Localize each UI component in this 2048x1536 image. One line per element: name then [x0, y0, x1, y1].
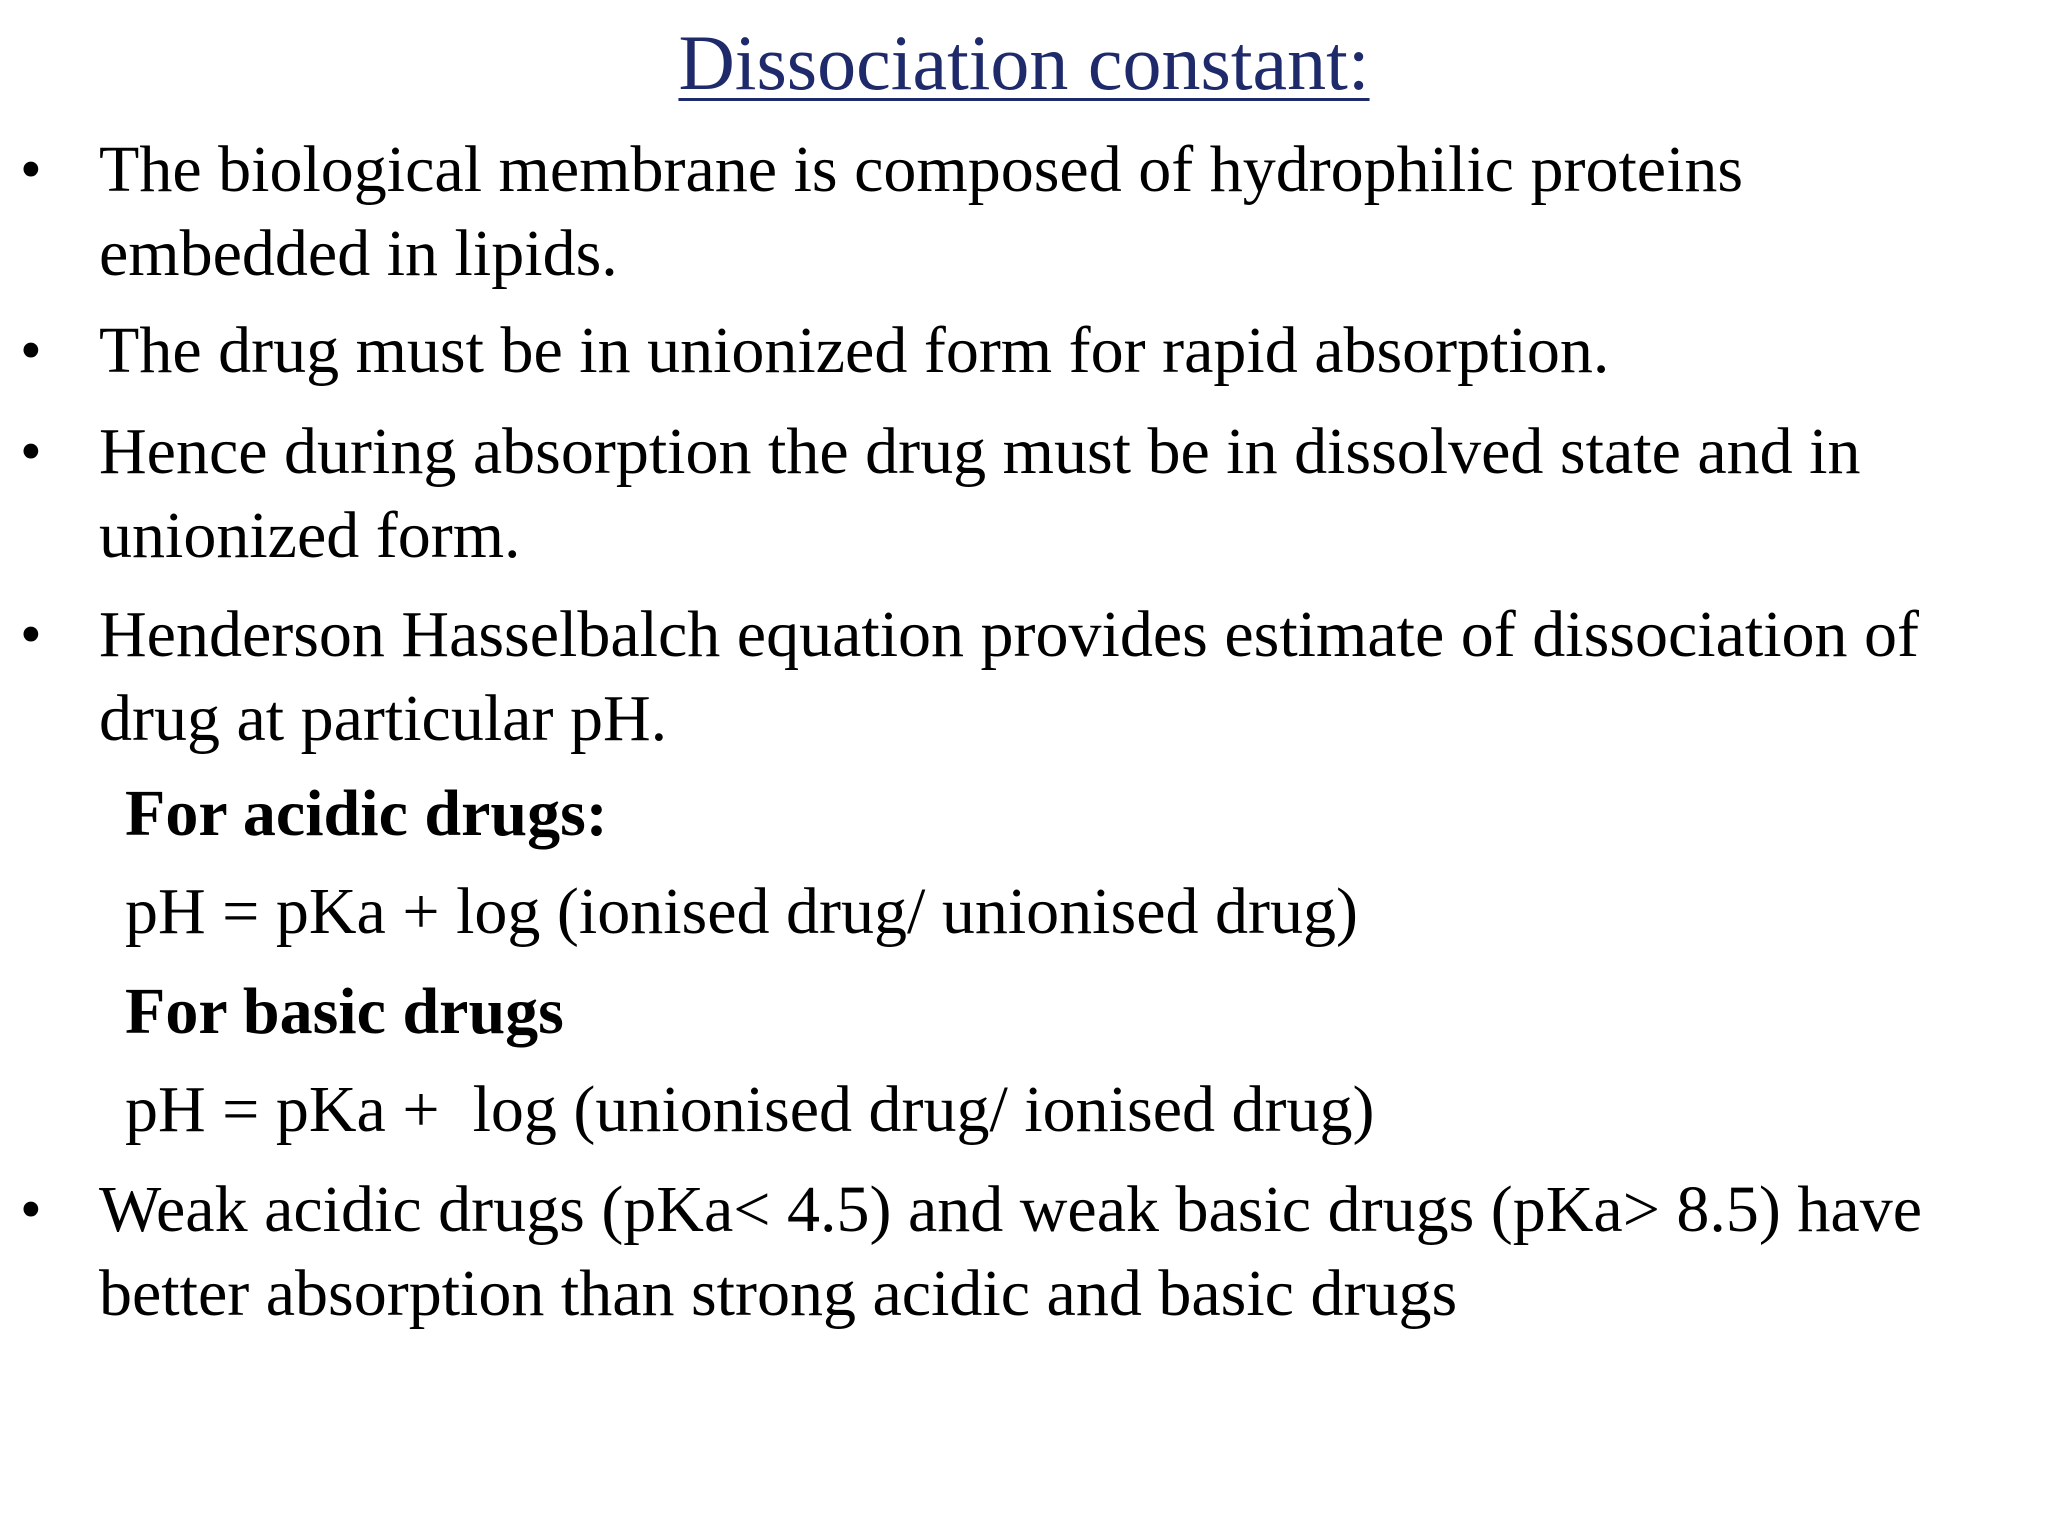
bullet-dot-icon: •: [20, 1176, 42, 1244]
bullet-line: drug at particular pH.: [99, 682, 668, 755]
bullet-dot-icon: •: [20, 418, 42, 486]
bullet-text: [99, 593, 2029, 761]
acidic-drugs-formula: pH = pKa + log (ionised drug/ unionised drug): [125, 875, 1358, 948]
bullet-dot-icon: •: [20, 601, 42, 669]
bullet-text: [99, 410, 2029, 578]
basic-drugs-formula: pH = pKa + log (unionised drug/ ionised drug): [125, 1073, 1375, 1146]
bullet-line: unionized form.: [99, 499, 521, 572]
basic-drugs-heading: For basic drugs: [125, 975, 564, 1048]
bullet-line: Weak acidic drugs (pKa< 4.5) and weak basic drugs (pKa> 8.5) have: [99, 1173, 1922, 1246]
bullet-line: The biological membrane is composed of hydrophilic proteins: [99, 133, 1744, 206]
bullet-line: embedded in lipids.: [99, 217, 618, 290]
bullet-text: [99, 128, 2029, 296]
acidic-drugs-heading: For acidic drugs:: [125, 777, 608, 850]
bullet-text: [99, 1168, 2029, 1336]
bullet-line: The drug must be in unionized form for rapid absorption.: [99, 314, 1610, 387]
slide-title: Dissociation constant:: [678, 19, 1370, 106]
bullet-line: Hence during absorption the drug must be in dissolved state and in: [99, 415, 1861, 488]
bullet-text: [99, 309, 2029, 393]
bullet-line: Henderson Hasselbalch equation provides estimate of dissociation of: [99, 598, 1920, 671]
bullet-line: better absorption than strong acidic and basic drugs: [99, 1257, 1458, 1330]
bullet-dot-icon: •: [20, 317, 42, 385]
bullet-dot-icon: •: [20, 136, 42, 204]
